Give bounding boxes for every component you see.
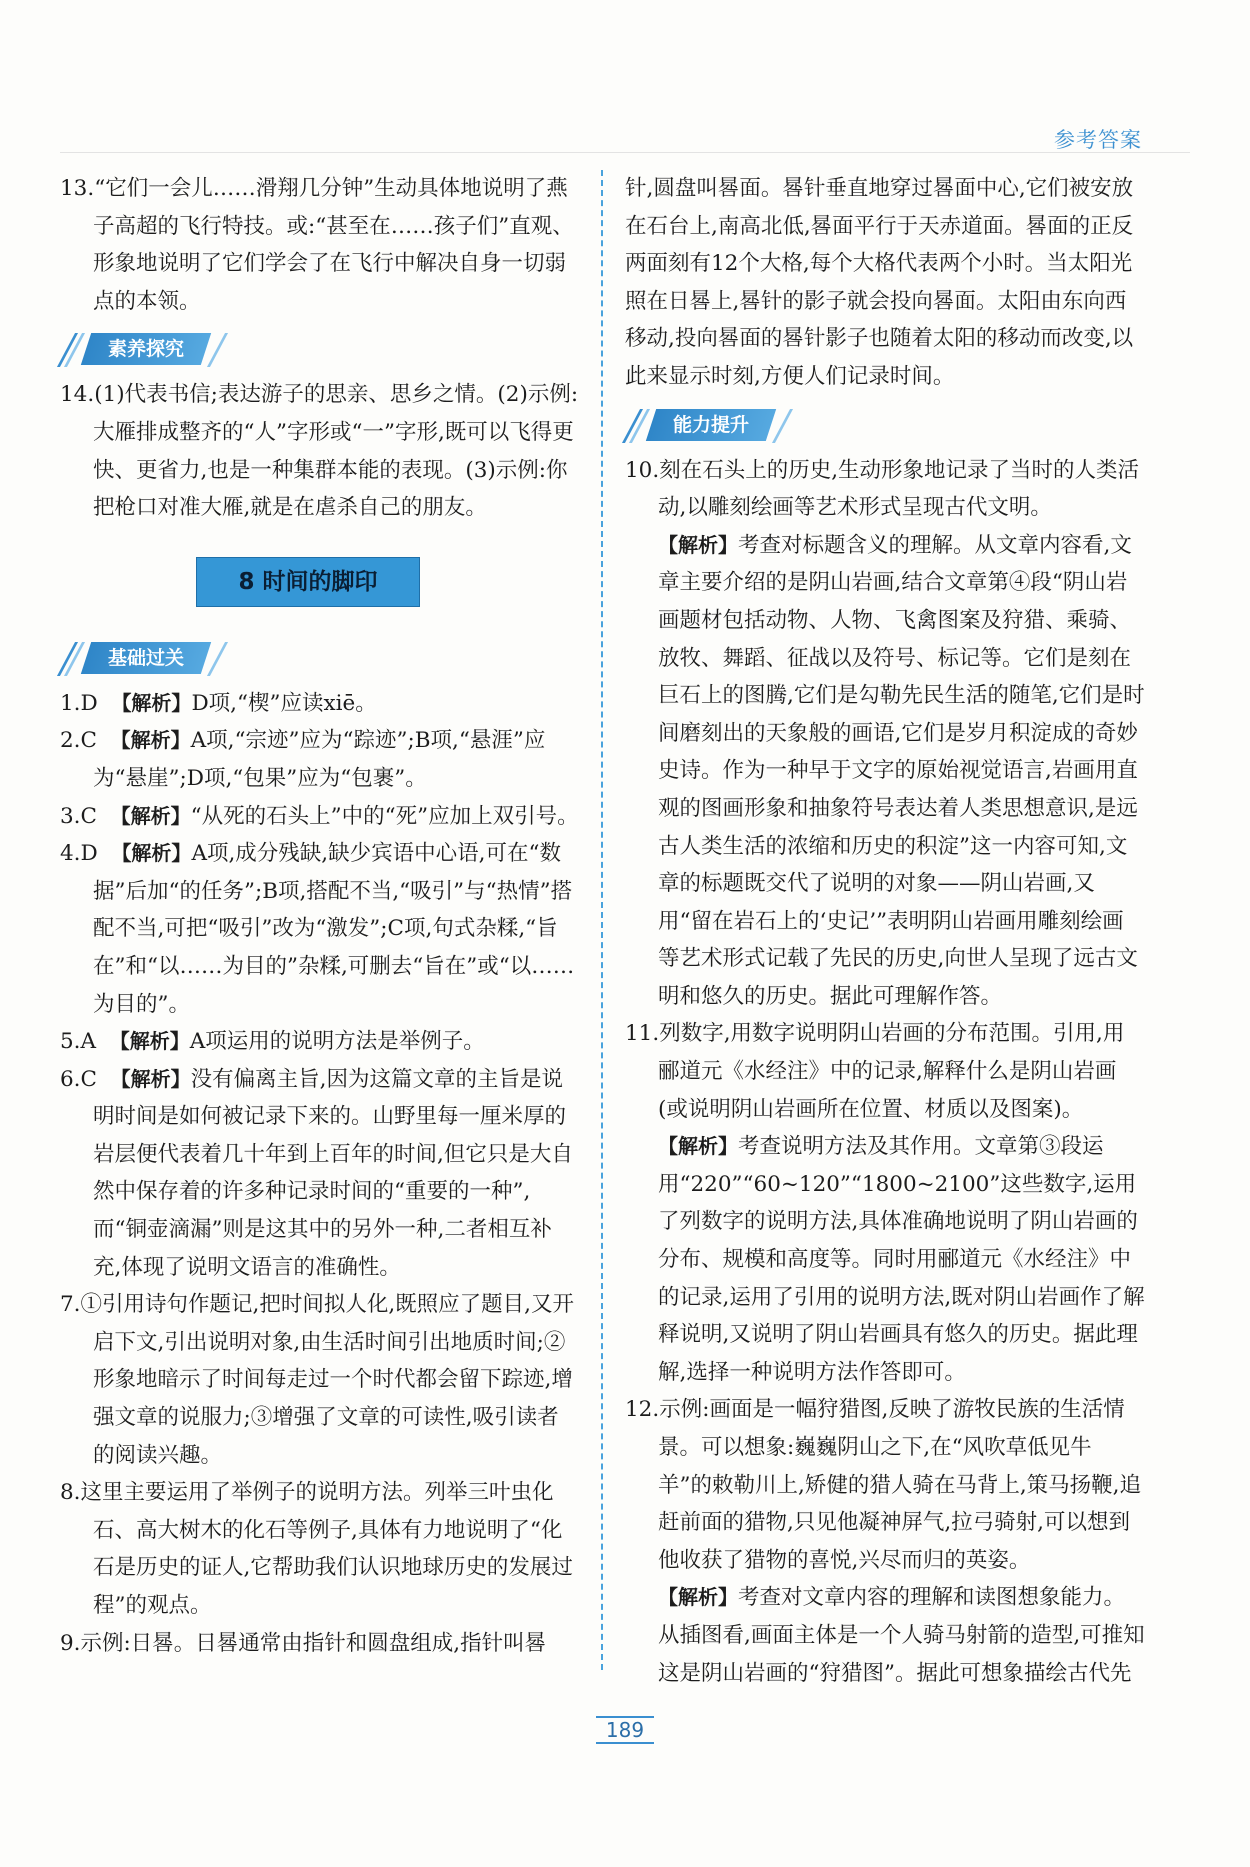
column-divider	[601, 170, 603, 1670]
section-tail-icon	[777, 407, 797, 443]
answer-item-1: 1.D 【解析】D项,“楔”应读xiē。	[60, 690, 377, 716]
answer-item-3: 3.C 【解析】“从死的石头上”中的“死”应加上双引号。	[60, 803, 579, 829]
answer-item-9-continuation: 针,圆盘叫晷面。晷针垂直地穿过晷面中心,它们被安放在石台上,南高北低,晷面平行于天赤道面。晷面的正反两面刻有12个大格,每个大格代表两个小时。当太阳光照在日晷上,晷针的影子就会投向晷面。太阳由东向西移动,投向晷面的晷针影子也随着太阳的移动而改变,以此来显示时刻,方便人们记录时间。	[625, 176, 1134, 389]
section-tail-icon	[212, 331, 232, 367]
section-heading-suyang: 素养探究	[60, 326, 580, 372]
answer-item-12: 12.示例:画面是一幅狩猎图,反映了游牧民族的生活情景。可以想象:巍巍阴山之下,在“风吹草低见牛羊”的敕勒川上,矫健的猎人骑在马背上,策马扬鞭,追赶前面的猎物,只见他凝神屏气,拉弓骑射,可以想到他收获了猎物的喜悦,兴尽而归的英姿。	[625, 1397, 1141, 1573]
answer-item-2: 2.C 【解析】A项,“宗迹”应为“踪迹”;B项,“悬涯”应为“悬崖”;D项,“包果”应为“包裹”。	[60, 728, 546, 791]
analysis-item-10: 【解析】考查对标题含义的理解。从文章内容看,文章主要介绍的是阴山岩画,结合文章第④段“阴山岩画题材包括动物、人物、飞禽图案及狩猎、乘骑、放牧、舞蹈、征战以及符号、标记等。它们是刻在巨石上的图腾,它们是勾勒先民生活的随笔,它们是时间磨刻出的天象般的画语,它们是岁月积淀成的奇妙史诗。作为一种早于文字的原始视觉语言,岩画用直观的图画形象和抽象符号表达着人类思想意识,是远古人类生活的浓缩和历史的积淀”这一内容可知,文章的标题既交代了说明的对象——阴山岩画,又用“留在岩石上的‘史记’”表明阴山岩画用雕刻绘画等艺术形式记载了先民的历史,向世人呈现了远古文明和悠久的历史。据此可理解作答。	[658, 532, 1145, 1009]
answer-item-11: 11.列数字,用数字说明阴山岩画的分布范围。引用,用郦道元《水经注》中的记录,解释什么是阴山岩画(或说明阴山岩画所在位置、材质以及图案)。	[625, 1021, 1125, 1122]
answer-item-5: 5.A 【解析】A项运用的说明方法是举例子。	[60, 1029, 485, 1055]
left-column	[60, 170, 580, 1662]
page-number: 189	[0, 1718, 1250, 1742]
chapter-title: 8 时间的脚印	[196, 557, 420, 607]
answer-item-7: 7.①引用诗句作题记,把时间拟人化,既照应了题目,又开启下文,引出说明对象,由生活时间引出地质时间;②形象地暗示了时间每走过一个时代都会留下踪迹,增强文章的说服力;③增强了文章的可读性,吸引读者的阅读兴趣。	[60, 1292, 575, 1468]
answer-item-13: 13.“它们一会儿……滑翔几分钟”生动具体地说明了燕子高超的飞行特技。或:“甚至在……孩子们”直观、形象地说明了它们学会了在飞行中解决自身一切弱点的本领。	[60, 176, 574, 314]
answer-item-10: 10.刻在石头上的历史,生动形象地记录了当时的人类活动,以雕刻绘画等艺术形式呈现古代文明。	[625, 457, 1140, 521]
answer-item-8: 8.这里主要运用了举例子的说明方法。列举三叶虫化石、高大树木的化石等例子,具体有力地说明了“化石是历史的证人,它帮助我们认识地球历史的发展过程”的观点。	[60, 1480, 573, 1618]
answer-item-4: 4.D 【解析】A项,成分残缺,缺少宾语中心语,可在“数据”后加“的任务”;B项,搭配不当,“吸引”与“热情”搭配不当,可把“吸引”改为“激发”;C项,句式杂糅,“旨在”和“以……为目的”杂糅,可删去“旨在”或“以……为目的”。	[60, 841, 575, 1017]
answer-item-6: 6.C 【解析】没有偏离主旨,因为这篇文章的主旨是说明时间是如何被记录下来的。山野里每一厘米厚的岩层便代表着几十年到上百年的时间,但它只是大自然中保存着的许多种记录时间的“重要的一种”,而“铜壶滴漏”则是这其中的另外一种,二者相互补充,体现了说明文语言的准确性。	[60, 1066, 573, 1280]
header-rule	[60, 152, 1190, 153]
section-slash-icon	[60, 640, 80, 676]
analysis-item-11: 【解析】考查说明方法及其作用。文章第③段运用“220”“60~120”“1800~2100”这些数字,运用了列数字的说明方法,具体准确地说明了阴山岩画的分布、规模和高度等。同时用郦道元《水经注》中的记录,运用了引用的说明方法,既对阴山岩画作了解释说明,又说明了阴山岩画具有悠久的历史。据此理解,选择一种说明方法作答即可。	[658, 1134, 1145, 1385]
answer-item-14: 14.(1)代表书信;表达游子的思亲、思乡之情。(2)示例:大雁排成整齐的“人”字形或“一”字形,既可以飞得更快、更省力,也是一种集群本能的表现。(3)示例:你把枪口对准大雁,就是在虐杀自己的朋友。	[60, 382, 579, 521]
right-column	[625, 170, 1145, 1692]
section-slash-icon	[60, 331, 80, 367]
section-heading-nengli: 能力提升	[625, 402, 1145, 448]
section-slash-icon	[625, 407, 645, 443]
analysis-item-12: 【解析】考查对文章内容的理解和读图想象能力。从插图看,画面主体是一个人骑马射箭的造型,可推知这是阴山岩画的“狩猎图”。据此可想象描绘古代先	[658, 1585, 1145, 1686]
answer-item-9: 9.示例:日晷。日晷通常由指针和圆盘组成,指针叫晷	[60, 1630, 547, 1656]
page-header-title: 参考答案	[1054, 128, 1142, 152]
section-heading-jichu: 基础过关	[60, 635, 580, 681]
section-tail-icon	[212, 640, 232, 676]
